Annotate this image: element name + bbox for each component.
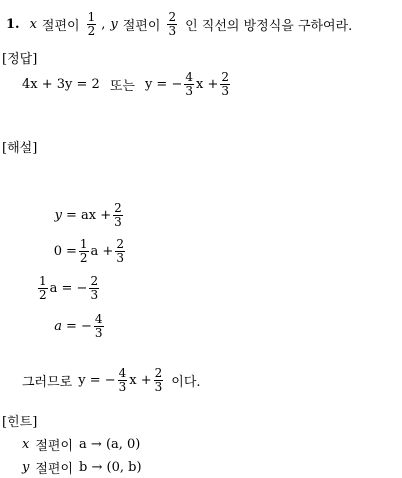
fraction-numerator: 2 <box>114 200 122 215</box>
fraction-numerator: 2 <box>116 236 124 251</box>
fraction-denominator: 2 <box>39 287 47 302</box>
step2-fraction-1 <box>79 238 89 265</box>
step2-eq: = <box>66 243 77 259</box>
var-y: y <box>110 16 118 32</box>
step-2 <box>44 233 127 269</box>
fraction-denominator: 3 <box>185 83 193 98</box>
hint-var-x: x <box>22 437 30 452</box>
conclusion-suffix: 이다. <box>171 374 201 390</box>
conclusion <box>22 362 201 398</box>
problem-statement <box>6 6 352 42</box>
fraction-denominator: 3 <box>94 325 103 340</box>
conclusion-fraction-1 <box>118 367 128 394</box>
answer-equation <box>22 66 232 102</box>
conclusion-mid: x + <box>129 372 152 388</box>
fraction-numerator: 4 <box>118 365 127 380</box>
fraction-numerator: 2 <box>90 273 99 288</box>
fraction-denominator: 2 <box>87 23 96 38</box>
step3-fraction-2 <box>89 275 99 302</box>
step1-rhs: = ax + <box>66 207 112 223</box>
fraction-denominator: 3 <box>116 250 124 265</box>
y-intercept-fraction <box>167 11 177 38</box>
hint-line-2 <box>22 458 142 477</box>
fraction-numerator: 4 <box>185 69 193 84</box>
step3-mid: a = − <box>49 280 88 296</box>
fraction-numerator: 2 <box>168 9 177 24</box>
fraction-numerator: 1 <box>87 9 96 24</box>
step2-fraction-2 <box>115 238 125 265</box>
fraction-denominator: 3 <box>118 379 127 394</box>
answer-eq1: 4x + 3y = 2 <box>22 76 100 92</box>
x-intercept-label: 절편이 <box>41 18 80 34</box>
fraction-denominator: 3 <box>114 214 122 229</box>
step1-fraction <box>113 202 123 229</box>
answer-fraction-2 <box>220 71 230 98</box>
answer-label: [정답] <box>2 52 38 67</box>
fraction-numerator: 4 <box>94 311 103 326</box>
hint-line1-expr: a → (a, 0) <box>79 437 141 452</box>
hint-line-1 <box>22 435 140 454</box>
conclusion-fraction-2 <box>154 367 164 394</box>
fraction-denominator: 3 <box>90 287 99 302</box>
step-4 <box>44 308 106 344</box>
problem-number: 1. <box>6 16 20 32</box>
fraction-denominator: 3 <box>221 83 229 98</box>
y-intercept-label: 절편이 <box>122 18 161 34</box>
separator: , <box>101 16 106 32</box>
step4-lhs: a <box>54 318 62 334</box>
step2-lhs: 0 <box>53 243 62 259</box>
fraction-denominator: 3 <box>154 379 163 394</box>
conclusion-eq: y = − <box>78 372 116 388</box>
explanation-label: [해설] <box>2 141 38 156</box>
step-1 <box>44 197 125 233</box>
answer-eq2-mid: x + <box>195 76 219 92</box>
hint-line2-expr: b → (0, b) <box>79 460 142 475</box>
fraction-denominator: 3 <box>168 23 177 38</box>
hint-label: [힌트] <box>2 415 38 430</box>
step3-fraction-1 <box>38 275 48 302</box>
hint-var-y: y <box>22 460 30 475</box>
step2-mid: a + <box>90 243 114 259</box>
hint-line2-text: 절편이 <box>35 462 74 477</box>
fraction-numerator: 1 <box>79 236 88 251</box>
step4-fraction <box>94 313 104 340</box>
fraction-denominator: 2 <box>79 250 88 265</box>
step-3 <box>36 270 101 306</box>
problem-tail: 인 직선의 방정식을 구하여라. <box>185 18 353 34</box>
conclusion-prefix: 그러므로 <box>22 374 73 390</box>
x-intercept-fraction <box>87 11 97 38</box>
answer-fraction-1 <box>184 71 194 98</box>
fraction-numerator: 2 <box>221 69 229 84</box>
hint-line1-text: 절편이 <box>35 439 74 454</box>
or-word: 또는 <box>109 78 135 94</box>
step4-eq: = − <box>66 318 92 334</box>
step1-lhs: y <box>54 207 62 223</box>
fraction-numerator: 1 <box>39 273 47 288</box>
fraction-numerator: 2 <box>154 365 163 380</box>
answer-eq2-lhs: y = − <box>144 76 183 92</box>
var-x: x <box>29 16 37 32</box>
